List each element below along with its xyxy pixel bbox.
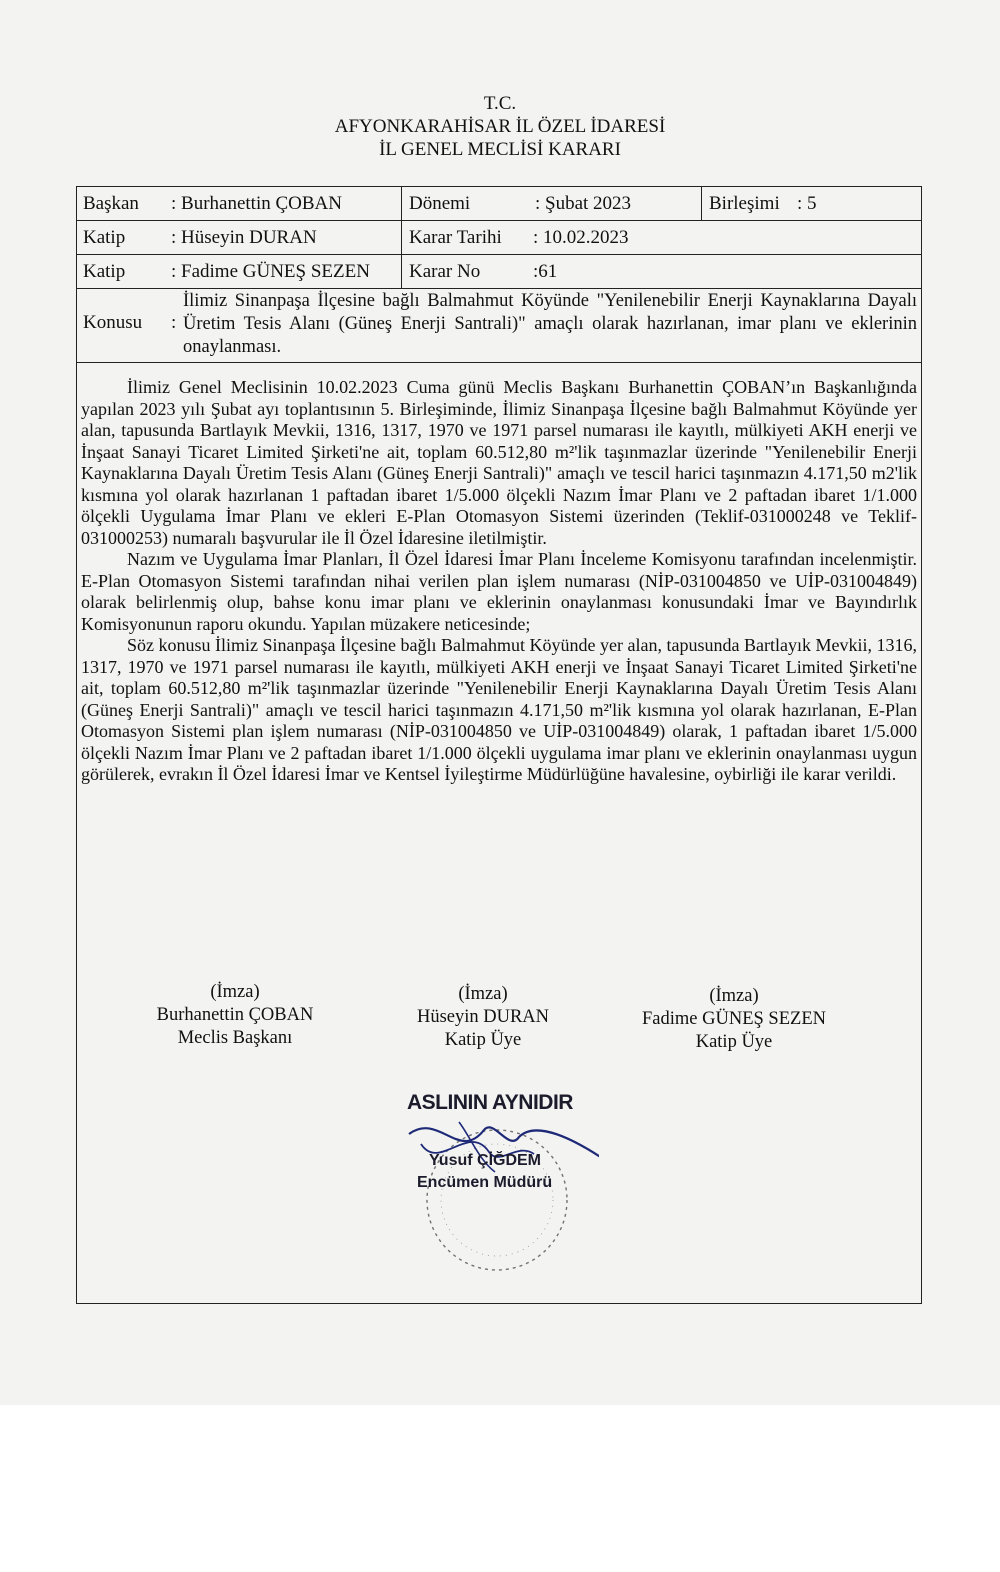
- body-paragraph-1: İlimiz Genel Meclisinin 10.02.2023 Cuma günü Meclis Başkanı Burhanettin ÇOBAN’ın Başkanlığında yapılan 2023 yılı Şubat ayı toplantısının 5. Birleşiminde, İlimiz Sinanpaşa İlçesine bağlı Balmahmut Köyünde yer alan, tapusunda Bartlayık Mevkii, 1316, 1317, 1970 ve 1971 parsel numarası ile kayıtlı, mülkiyeti AKH enerji ve İnşaat Sanayi Ticaret Limited Şirketi'ne ait, toplam 60.512,80 m²'lik taşınmazlar üzerinde "Yenilenebilir Enerji Kaynaklarına Dayalı Üretim Tesis Alanı (Güneş Enerji Santrali)" amaçlı ve tescil harici taşınmazın 4.171,50 m2'lik kısmına yol olarak hazırlanan 1 paftadan ibaret 1/5.000 ölçekli Nazım İmar Planı ve 2 paftadan ibaret 1/1.000 ölçekli Uygulama İmar Planı ve ekleri E-Plan Otomasyon Sistemi üzerinden (Teklif-031000248 ve Teklif-031000253) numaralı başvurular ile İl Özel İdaresine iletilmiştir.: [81, 377, 917, 548]
- katip1-label: Katip: [83, 227, 126, 248]
- signature-title: Katip Üye: [695, 1032, 773, 1052]
- baskan-value: : Burhanettin ÇOBAN: [171, 193, 342, 214]
- header-tc: T.C.: [483, 93, 517, 114]
- konusu-text: İlimiz Sinanpaşa İlçesine bağlı Balmahmut Köyünde "Yenilenebilir Enerji Kaynaklarına Dayalı Üretim Tesis Alanı (Güneş Enerji Santrali)" amaçlı olarak hazırlanan, imar planı ve eklerinin onaylanması.: [183, 291, 917, 357]
- signature-block-katip-1: [383, 983, 583, 1052]
- body-paragraph-3: Söz konusu İlimiz Sinanpaşa İlçesine bağlı Balmahmut Köyünde yer alan, tapusunda Bartlayık Mevkii, 1316, 1317, 1970 ve 1971 parsel numarası ile kayıtlı, mülkiyeti AKH enerji ve İnşaat Sanayi Ticaret Limited Şirketi'ne ait, toplam 60.512,80 m²'lik taşınmazlar üzerinde "Yenilenebilir Enerji Kaynaklarına Dayalı Üretim Tesis Alanı (Güneş Enerji Santrali)" amaçlı ve tescil harici taşınmazın 4.171,50 m²'lik kısmına yol olarak hazırlanan, E-Plan Otomasyon Sistemi plan işlem numarası (NİP-031004850 ve UİP-031004849) olarak, 1 paftadan ibaret 1/5.000 ölçekli Nazım İmar Planı ve 2 paftadan ibaret 1/1.000 ölçekli uygulama imar planı ve eklerinin onaylanması uygun görülerek, evrakın İl Özel İdaresi İmar ve Kentsel İyileştirme Müdürlüğüne havalesine, oybirliği ile karar verildi.: [81, 635, 917, 784]
- signature-block-katip-2: [622, 985, 846, 1054]
- birlesimi-label: Birleşimi: [709, 193, 780, 214]
- info-row-katip-1: [77, 221, 921, 255]
- signature-name: Fadime GÜNEŞ SEZEN: [642, 1009, 826, 1029]
- document-header: [0, 92, 1000, 161]
- header-decision-title: İL GENEL MECLİSİ KARARI: [379, 139, 621, 160]
- donemi-label: Dönemi: [409, 193, 471, 214]
- table-divider: [401, 187, 402, 220]
- info-row-baskan: [77, 187, 921, 221]
- stamp-title: ASLININ AYNIDIR: [407, 1091, 573, 1114]
- signature-block-baskan: [135, 981, 335, 1050]
- decision-frame: [76, 186, 922, 1304]
- stamp-role: Encümen Müdürü: [417, 1174, 553, 1191]
- table-divider: [401, 221, 402, 254]
- konusu-colon: :: [171, 312, 177, 333]
- donemi-value: : Şubat 2023: [535, 193, 632, 214]
- signature-imza: (İmza): [458, 984, 508, 1004]
- body-paragraph-2: Nazım ve Uygulama İmar Planları, İl Özel İdaresi İmar Planı İnceleme Komisyonu tarafından incelenmiştir. E-Plan Otomasyon Sistemi tarafından nihai verilen plan işlem numarası (NİP-031004850 ve UİP-031004849) olarak belirlenmiş olup, bahse konu imar planı ve eklerinin onaylanması konusundaki İmar ve Bayındırlık Komisyonunun raporu okundu. Yapılan müzakere neticesinde;: [81, 549, 917, 634]
- signature-title: Meclis Başkanı: [177, 1028, 293, 1048]
- table-divider: [401, 255, 402, 288]
- header-institution: AFYONKARAHİSAR İL ÖZEL İDARESİ: [334, 116, 666, 137]
- decision-body: [81, 377, 917, 786]
- katip1-value: : Hüseyin DURAN: [171, 227, 317, 248]
- signature-imza: (İmza): [210, 982, 260, 1002]
- signature-name: Hüseyin DURAN: [416, 1007, 550, 1027]
- signature-imza: (İmza): [709, 986, 759, 1006]
- info-row-katip-2: [77, 255, 921, 289]
- baskan-label: Başkan: [83, 193, 139, 214]
- signature-title: Katip Üye: [444, 1030, 522, 1050]
- karar-tarihi-label: Karar Tarihi: [409, 227, 502, 248]
- birlesimi-value: : 5: [797, 193, 817, 214]
- karar-tarihi-value: : 10.02.2023: [533, 227, 629, 248]
- stamp-name: Yusuf ÇİĞDEM: [429, 1152, 542, 1169]
- info-row-konusu: [77, 289, 921, 363]
- table-divider: [701, 187, 702, 220]
- karar-no-label: Karar No: [409, 261, 481, 282]
- katip2-value: : Fadime GÜNEŞ SEZEN: [171, 261, 370, 282]
- konusu-label: Konusu: [83, 312, 143, 333]
- katip2-label: Katip: [83, 261, 126, 282]
- signature-name: Burhanettin ÇOBAN: [156, 1005, 314, 1025]
- karar-no-value: :61: [533, 261, 558, 282]
